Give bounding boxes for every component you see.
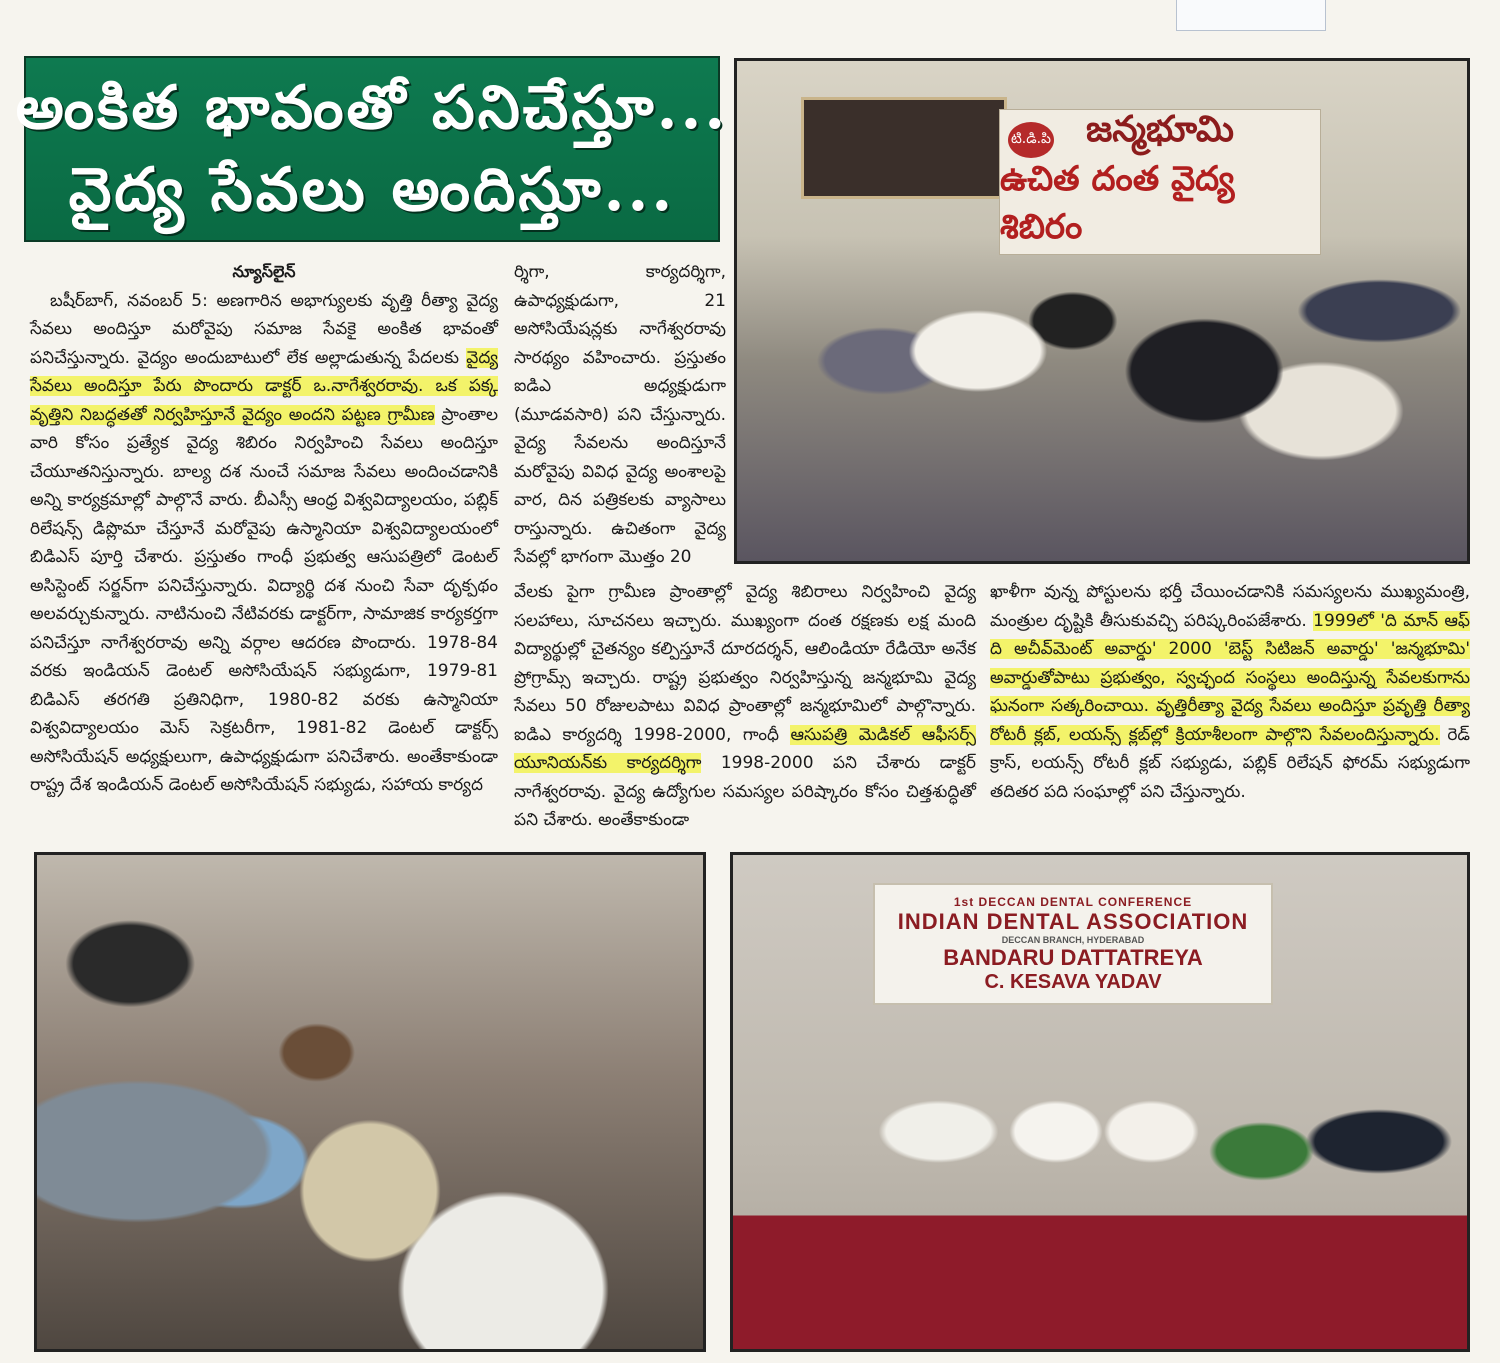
camp-banner-line-1: జన్మభూమి	[1085, 109, 1235, 150]
conference-banner	[873, 883, 1273, 1005]
article-text: రెడ్ క్రాస్, లయన్స్ రోటరీ క్లబ్ సభ్యుడు, పబ్లిక్ రిలేషన్ ఫోరమ్ సభ్యుడుగా తదితర పది సంఘాల్లో పని చేస్తున్నారు.	[990, 724, 1470, 802]
highlighted-text: వైద్య సేవలు అందిస్తూ పేరు పొందారు డాక్టర్ ఒ.నాగేశ్వరరావు. ఒక పక్క వృత్తిని నిబద్ధతతో నిర్వహిస్తూనే వైద్యం అందని పట్టణ గ్రామీణ	[30, 347, 498, 425]
article-column-3	[514, 578, 976, 835]
photo-dental-camp	[734, 58, 1470, 564]
highlighted-text: 1999లో 'ది మాన్ ఆఫ్ ది అచీవ్‌మెంట్ అవార్డు' 2000 'బెస్ట్ సిటిజన్ అవార్డు' 'జన్మభూమి' అవార్డుతోపాటు ప్రభుత్వం, స్వచ్ఛంద సంస్థలు అందిస్తున్న సేవలకుగాను ఘనంగా సత్కరించాయి. వృత్తిరీత్యా వైద్య సేవలు అందిస్తూ ప్రవృత్తి రీత్యా రోటరీ క్లబ్, లయన్స్ క్లబ్‌ల్లో క్రియాశీలంగా పాల్గొని సేవలందిస్తున్నారు.	[990, 610, 1471, 745]
photo-children-checkup	[34, 852, 706, 1352]
article-text: 1998-2000 పని చేశారు డాక్టర్ నాగేశ్వరరావు. వైద్య ఉద్యోగుల సమస్యల పరిష్కారం కోసం చిత్తశుద్ధితో పని చేశారు. అంతేకాకుండా	[514, 753, 976, 830]
article-paragraph	[30, 287, 498, 800]
article-text: ర్శిగా, కార్యదర్శిగా, ఉపాధ్యక్షుడుగా, 21 అసోసియేషన్లకు నాగేశ్వరరావు సారథ్యం వహించారు. ప్రస్తుతం ఐడిఎ అధ్యక్షుడుగా (మూడవసారి) పని చేస్తున్నారు. వైద్య సేవలను అందిస్తూనే మరోవైపు వివిధ వైద్య అంశాలపై వార, దిన పత్రికలకు వ్యాసాలు రాస్తున్నారు. ఉచితంగా వైద్య సేవల్లో భాగంగా మొత్తం 20	[514, 262, 726, 567]
article-text: వేలకు పైగా గ్రామీణ ప్రాంతాల్లో వైద్య శిబిరాలు నిర్వహించి వైద్య సలహాలు, సూచనలు ఇచ్చారు. ముఖ్యంగా దంత రక్షణకు లక్ష మంది విద్యార్థుల్లో చైతన్యం కల్పిస్తూనే దూరదర్శన్, ఆలిండియా రేడియో అనేక ప్రోగ్రామ్స్ ఇచ్చారు. రాష్ట్ర ప్రభుత్వం నిర్వహిస్తున్న జన్మభూమి వైద్య సేవలు 50 రోజులపాటు వివిధ ప్రాంతాల్లో జన్మభూమిలో పాల్గొన్నారు. ఐడిఎ కార్యదర్శి 1998-2000, గాంధీ	[514, 582, 976, 745]
photo-dental-conference	[730, 852, 1470, 1352]
article-column-1	[30, 258, 498, 800]
article-text: ప్రాంతాల వారి కోసం ప్రత్యేక వైద్య శిబిరం నిర్వహించి సేవలు అందిస్తూ చేయూతనిస్తున్నారు. బాల్య దశ నుంచే సమాజ సేవలు అందించడానికి అన్ని కార్యక్రమాల్లో పాల్గొనే వారు. బీఎస్సీ ఆంధ్ర విశ్వవిద్యాలయం, పబ్లిక్ రిలేషన్స్ డిప్లొమా చేస్తూనే మరోవైపు ఉస్మానియా విశ్వవిద్యాలయంలో బిడిఎస్ పూర్తి చేశారు. ప్రస్తుతం గాంధీ ప్రభుత్వ ఆసుపత్రిలో డెంటల్ అసిస్టెంట్ సర్జన్‌గా పనిచేస్తున్నారు. విద్యార్థి దశ నుంచి సేవా దృక్పథం అలవర్చుకున్నారు. నాటినుంచి నేటివరకు డాక్టర్‌గా, సామాజిక కార్యకర్తగా పనిచేస్తూ నాగేశ్వరరావు అన్ని వర్గాల ఆదరణ పొందారు. 1978-84 వరకు ఇండియన్ డెంటల్ అసోసియేషన్ సభ్యుడుగా, 1979-81 బిడిఎస్ తరగతి ప్రతినిధిగా, 1980-82 వరకు ఉస్మానియా విశ్వవిద్యాలయం మెస్ సెక్రటరీగా, 1981-82 డెంటల్ డాక్టర్స్ అసోసియేషన్ అధ్యక్షులుగా, ఉపాధ్యక్షుడుగా పనిచేశారు. అంతేకాకుండా రాష్ట్ర దేశ ఇండియన్ డెంటల్ అసోసియేషన్ సభ్యుడు, సహాయ కార్యద	[30, 404, 498, 795]
conference-banner-line-1: 1st DECCAN DENTAL CONFERENCE	[953, 894, 1193, 909]
headline-box	[15, 56, 729, 242]
byline: న్యూస్‌లైన్	[232, 262, 296, 281]
wall-plaque	[801, 97, 1007, 199]
conference-banner-line-3: DECCAN BRANCH, HYDERABAD	[1001, 934, 1145, 945]
scan-corner-mark	[1176, 0, 1326, 31]
article-column-2	[514, 258, 726, 572]
camp-banner	[999, 109, 1321, 255]
highlighted-text: ఆసుపత్రి మెడికల్ ఆఫీసర్స్ యూనియన్‌కు కార్యదర్శిగా	[514, 724, 977, 773]
party-logo: టి.డి.పి	[1008, 122, 1054, 158]
article-column-4	[990, 578, 1470, 806]
camp-banner-line-2: ఉచిత దంత వైద్య శిబిరం	[1000, 159, 1235, 247]
headline-line-2: వైద్య సేవలు అందిస్తూ...	[68, 155, 676, 225]
headline-line-1: అంకిత భావంతో పనిచేస్తూ...	[15, 73, 729, 143]
conference-banner-line-2: INDIAN DENTAL ASSOCIATION	[897, 908, 1249, 934]
article-text: బషీర్‌బాగ్, నవంబర్ 5: అణగారిన అభాగ్యులకు వృత్తి రీత్యా వైద్య సేవలు అందిస్తూ మరోవైపు సమాజ సేవకై అంకిత భావంతో పనిచేస్తున్నారు. వైద్యం అందుబాటులో లేక అల్లాడుతున్న పేదలకు	[30, 290, 498, 368]
conference-banner-line-4: BANDARU DATTATREYA	[943, 944, 1203, 970]
conference-banner-line-5: C. KESAVA YADAV	[984, 970, 1162, 993]
article-text: ఖాళీగా వున్న పోస్టులను భర్తీ చేయించడానికి సమస్యలను ముఖ్యమంత్రి, మంత్రుల దృష్టికి తీసుకువచ్చి పరిష్కరింపజేశారు.	[990, 582, 1470, 631]
